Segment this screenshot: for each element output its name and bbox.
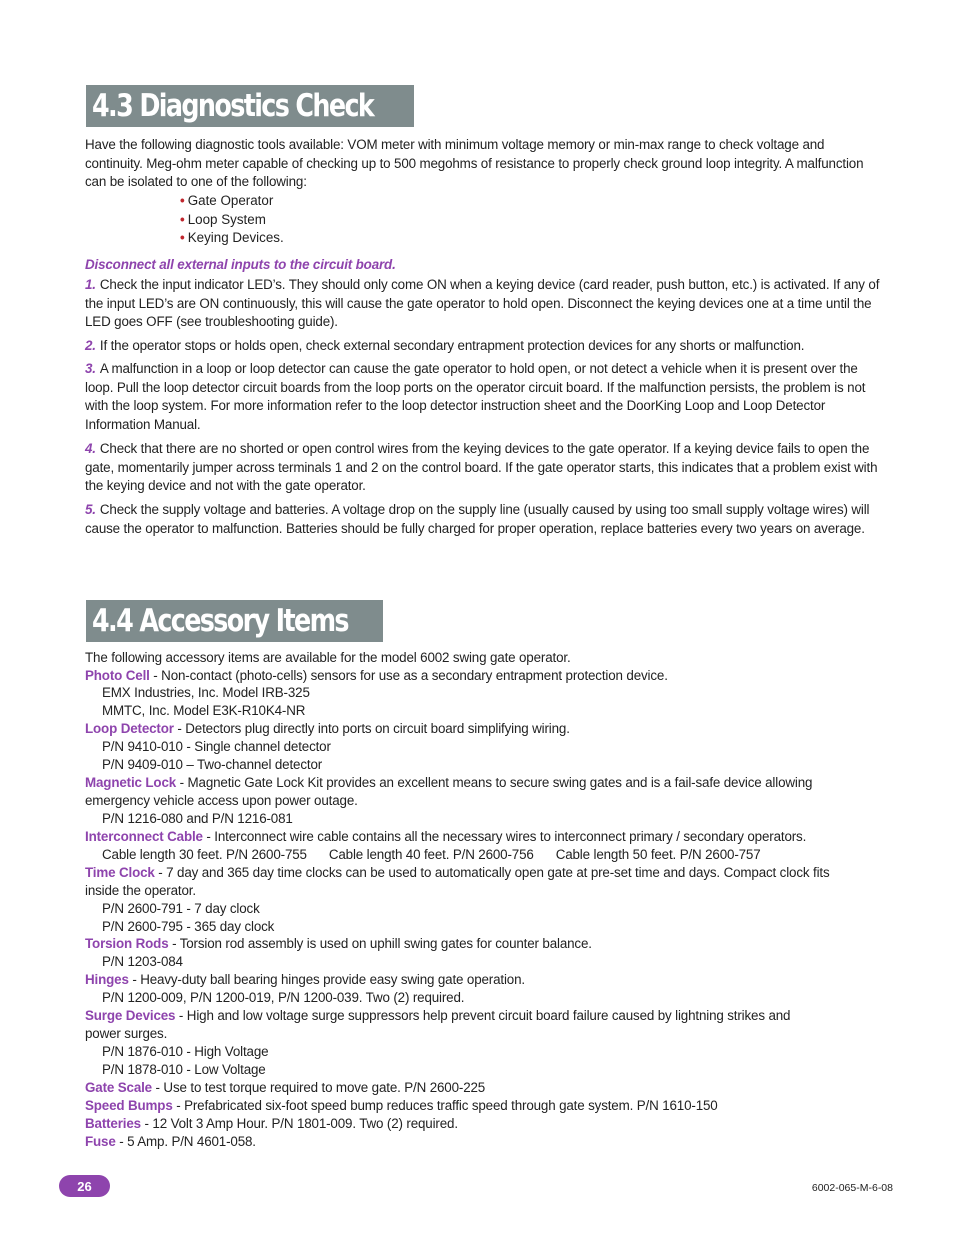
accessory-item: Magnetic Lock - Magnetic Gate Lock Kit provides an excellent means to secure swing gates and is a fail-safe device allowing	[85, 775, 813, 790]
section-title: 4.4 Accessory Items	[92, 603, 348, 639]
accessory-item: Hinges - Heavy-duty ball bearing hinges provide easy swing gate operation.	[85, 972, 525, 987]
part-number: EMX Industries, Inc. Model IRB-325	[102, 685, 310, 700]
list-item: • Keying Devices.	[180, 230, 284, 245]
part-number: P/N 9410-010 - Single channel detector	[102, 739, 331, 754]
list-item: • Gate Operator	[180, 193, 274, 208]
accessory-item: Surge Devices - High and low voltage surge suppressors help prevent circuit board failure caused by lightning strikes and	[85, 1008, 791, 1023]
part-number: P/N 1200-009, P/N 1200-019, P/N 1200-039. Two (2) required.	[102, 990, 465, 1005]
part-number: P/N 1876-010 - High Voltage	[102, 1044, 269, 1059]
part-number: Cable length 30 feet. P/N 2600-755 Cable length 40 feet. P/N 2600-756 Cable length 50 feet. P/N 2600-757	[102, 847, 761, 862]
accessory-item: Gate Scale - Use to test torque required to move gate. P/N 2600-225	[85, 1080, 486, 1095]
diagnostics-intro: Have the following diagnostic tools available: VOM meter with minimum voltage memory or min-max range to check voltage and continuity. Meg-ohm meter capable of checking up to 500 megohms of resistance to properly check ground loop integrity. A malfunction can be isolated to one of the following:	[85, 137, 864, 189]
accessory-desc: inside the operator.	[85, 883, 196, 898]
document-number: 6002-065-M-6-08	[811, 1182, 893, 1194]
accessory-item: Time Clock - 7 day and 365 day time clocks can be used to automatically open gate at pre-set time and days. Compact clock fits	[85, 865, 830, 880]
accessory-item: Fuse - 5 Amp. P/N 4601-058.	[85, 1134, 256, 1149]
part-number: P/N 2600-795 - 365 day clock	[102, 919, 275, 934]
part-number: P/N 1216-080 and P/N 1216-081	[102, 811, 293, 826]
diagnostic-step: 2. If the operator stops or holds open, check external secondary entrapment protection devices for any shorts or malfunction.	[85, 338, 805, 353]
page-number-badge	[59, 1175, 110, 1197]
accessory-desc: power surges.	[85, 1026, 168, 1041]
part-number: MMTC, Inc. Model E3K-R10K4-NR	[102, 703, 306, 718]
section-title: 4.3 Diagnostics Check	[92, 88, 374, 124]
accessory-item: Torsion Rods - Torsion rod assembly is used on uphill swing gates for counter balance.	[85, 936, 592, 951]
diagnostic-step: 4. Check that there are no shorted or open control wires from the keying devices to the gate operator. If a keying device fails to open the gate, momentarily jumper across terminals 1 and 2 on the control board. If the gate operator starts, this indicates that a problem exist with the keying device and not with the gate operator.	[85, 441, 878, 493]
page-number: 26	[77, 1178, 92, 1194]
accessory-item: Loop Detector - Detectors plug directly into ports on circuit board simplifying wiring.	[85, 721, 570, 736]
part-number: P/N 1203-084	[102, 954, 183, 969]
accessory-item: Interconnect Cable - Interconnect wire cable contains all the necessary wires to interconnect primary / secondary operators.	[85, 829, 807, 844]
section-heading-diagnostics	[86, 85, 414, 127]
part-number: P/N 1878-010 - Low Voltage	[102, 1062, 266, 1077]
accessory-item: Photo Cell - Non-contact (photo-cells) sensors for use as a secondary entrapment protection device.	[85, 668, 668, 683]
diagnostic-step: 1. Check the input indicator LED’s. They should only come ON when a keying device (card reader, push button, etc.) is activated. If any of the input LED’s are ON continuously, this will cause the gate operator to hold open. Disconnect the keying devices one at a time until the LED goes OFF (see troubleshooting guide).	[85, 277, 880, 329]
section-heading-accessories	[86, 600, 383, 642]
diagnostic-step: 5. Check the supply voltage and batteries. A voltage drop on the supply line (usually caused by using too small supply voltage wires) will cause the operator to malfunction. Batteries should be fully charged for proper operation, replace batteries every two years on average.	[85, 502, 870, 536]
list-item: • Loop System	[180, 212, 266, 227]
accessories-intro: The following accessory items are available for the model 6002 swing gate operator.	[85, 650, 571, 665]
diagnostic-step: 3. A malfunction in a loop or loop detector can cause the gate operator to hold open, or not detect a vehicle when it is present over the loop. Pull the loop detector circuit boards from the loop ports on the operator circuit board. If the malfunction persists, the problem is not with the loop system. For more information refer to the loop detector instruction sheet and the DoorKing Loop and Loop Detector Information Manual.	[85, 361, 866, 432]
accessory-item: Batteries - 12 Volt 3 Amp Hour. P/N 1801-009. Two (2) required.	[85, 1116, 458, 1131]
accessory-item: Speed Bumps - Prefabricated six-foot speed bump reduces traffic speed through gate system. P/N 1610-150	[85, 1098, 718, 1113]
warning-note: Disconnect all external inputs to the circuit board.	[85, 257, 396, 272]
accessory-desc: emergency vehicle access upon power outage.	[85, 793, 358, 808]
part-number: P/N 2600-791 - 7 day clock	[102, 901, 260, 916]
part-number: P/N 9409-010 – Two-channel detector	[102, 757, 323, 772]
